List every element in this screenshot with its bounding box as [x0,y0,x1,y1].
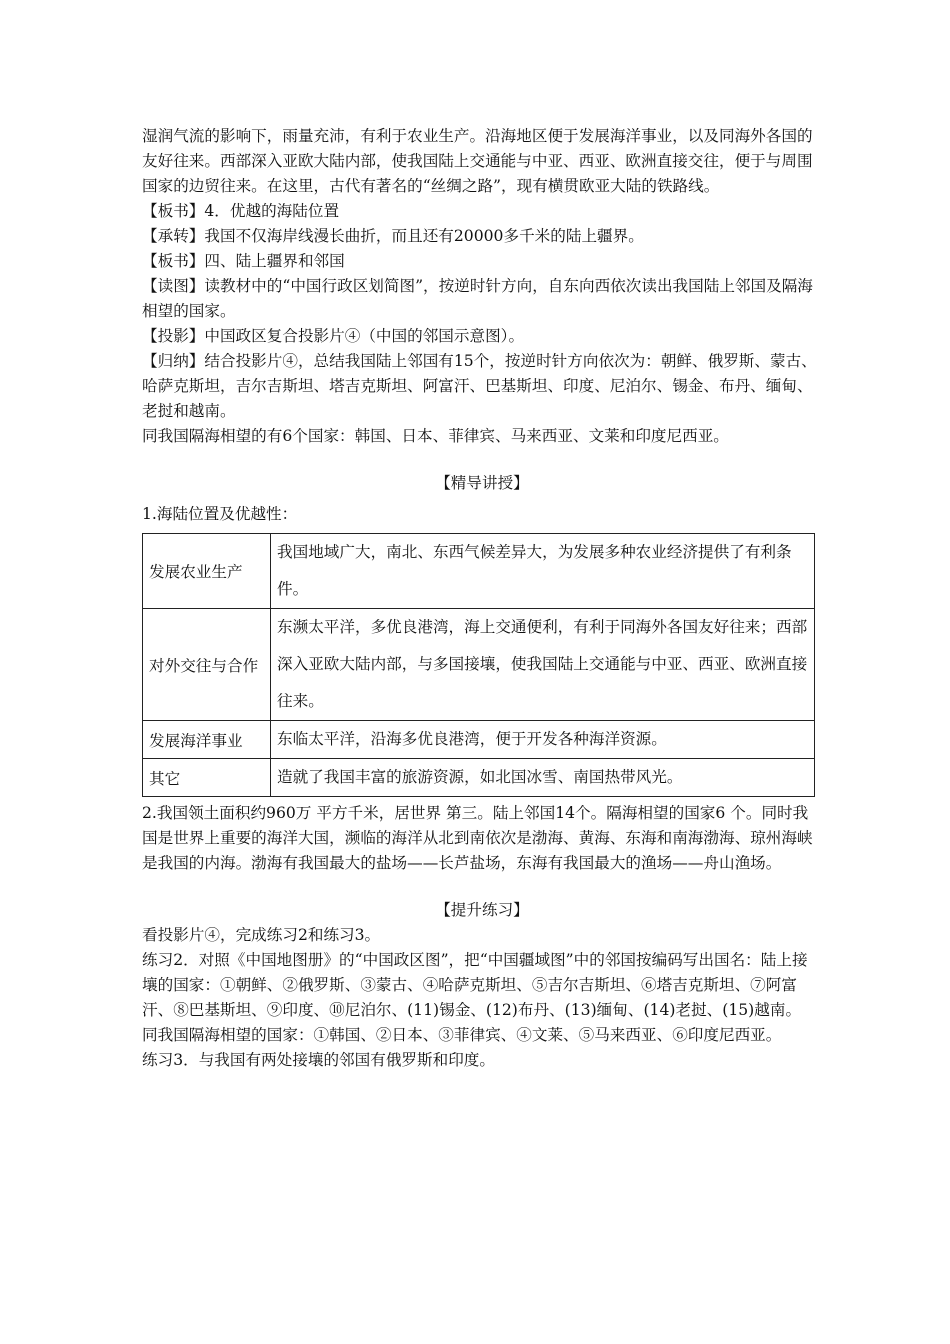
table-cell-key: 其它 [143,759,271,797]
touying: 【投影】中国政区复合投影片④（中国的邻国示意图）。 [142,327,525,345]
table-cell-value: 造就了我国丰富的旅游资源，如北国冰雪、南国热带风光。 [271,759,815,797]
intro-paragraph: 湿润气流的影响下，雨量充沛，有利于农业生产。沿海地区便于发展海洋事业，以及同海外各国的友好往来。西部深入亚欧大陆内部，使我国陆上交通能与中亚、西亚、欧洲直接交往，便于与周围国家的边贸往来。在这里，古代有著名的“丝绸之路”，现有横贯欧亚大陆的铁路线。 [142,127,813,195]
table-cell-value: 我国地域广大，南北、东西气候差异大，为发展多种农业经济提供了有利条件。 [271,534,815,609]
table-row [143,759,815,797]
lecture-item2: 2.我国领土面积约960万 平方千米，居世界 第三。陆上邻国14个。隔海相望的国家6 个。同时我国是世界上重要的海洋大国，濒临的海洋从北到南依次是渤海、黄海、东海和南海渤海、琼州海峡是我国的内海。渤海有我国最大的盐场——长芦盐场，东海有我国最大的渔场——舟山渔场。 [142,804,813,872]
exercise-2-sea: 同我国隔海相望的国家：①韩国、②日本、③菲律宾、④文莱、⑤马来西亚、⑥印度尼西亚。 [142,1026,782,1044]
exercise-2: 练习2．对照《中国地图册》的“中国政区图”，把“中国疆域图”中的邻国按编码写出国名：陆上接壤的国家：①朝鲜、②俄罗斯、③蒙古、④哈萨克斯坦、⑤吉尔吉斯坦、⑥塔吉克斯坦、⑦阿富汗、⑧巴基斯坦、⑨印度、⑩尼泊尔、(11)锡金、(12)布丹、(13)缅甸、(14)老挝、(15)越南。 [142,951,808,1019]
table-row [143,721,815,759]
advantage-table [142,533,815,797]
banshu-si: 【板书】四、陆上疆界和邻国 [142,252,345,270]
section-title-lecture: 【精导讲授】 [435,474,529,492]
table-cell-value: 东濒太平洋，多优良港湾，海上交通便利，有利于同海外各国友好往来；西部深入亚欧大陆内部，与多国接壤，使我国陆上交通能与中亚、西亚、欧洲直接往来。 [271,609,815,721]
practice-intro: 看投影片④，完成练习2和练习3。 [142,926,381,944]
guina: 【归纳】结合投影片④，总结我国陆上邻国有15个，按逆时针方向依次为：朝鲜、俄罗斯、蒙古、哈萨克斯坦，吉尔吉斯坦、塔吉克斯坦、阿富汗、巴基斯坦、印度、尼泊尔、锡金、布丹、缅甸、老挝和越南。 [142,352,817,420]
table-row [143,534,815,609]
section-title-practice: 【提升练习】 [435,901,529,919]
geihai-xiangwang: 同我国隔海相望的有6个国家：韩国、日本、菲律宾、马来西亚、文莱和印度尼西亚。 [142,427,729,445]
exercise-3: 练习3．与我国有两处接壤的邻国有俄罗斯和印度。 [142,1051,495,1069]
chengzhuan: 【承转】我国不仅海岸线漫长曲折，而且还有20000多千米的陆上疆界。 [142,227,644,245]
document-page [142,124,822,1073]
lecture-item1-title: 1.海陆位置及优越性： [142,505,298,523]
banshu-4: 【板书】4．优越的海陆位置 [142,202,340,220]
table-cell-value: 东临太平洋，沿海多优良港湾，便于开发各种海洋资源。 [271,721,815,759]
table-cell-key: 发展农业生产 [143,534,271,609]
table-cell-key: 发展海洋事业 [143,721,271,759]
dutu: 【读图】读教材中的“中国行政区划简图”，按逆时针方向，自东向西依次读出我国陆上邻国及隔海相望的国家。 [142,277,813,320]
table-row [143,609,815,721]
table-cell-key: 对外交往与合作 [143,609,271,721]
